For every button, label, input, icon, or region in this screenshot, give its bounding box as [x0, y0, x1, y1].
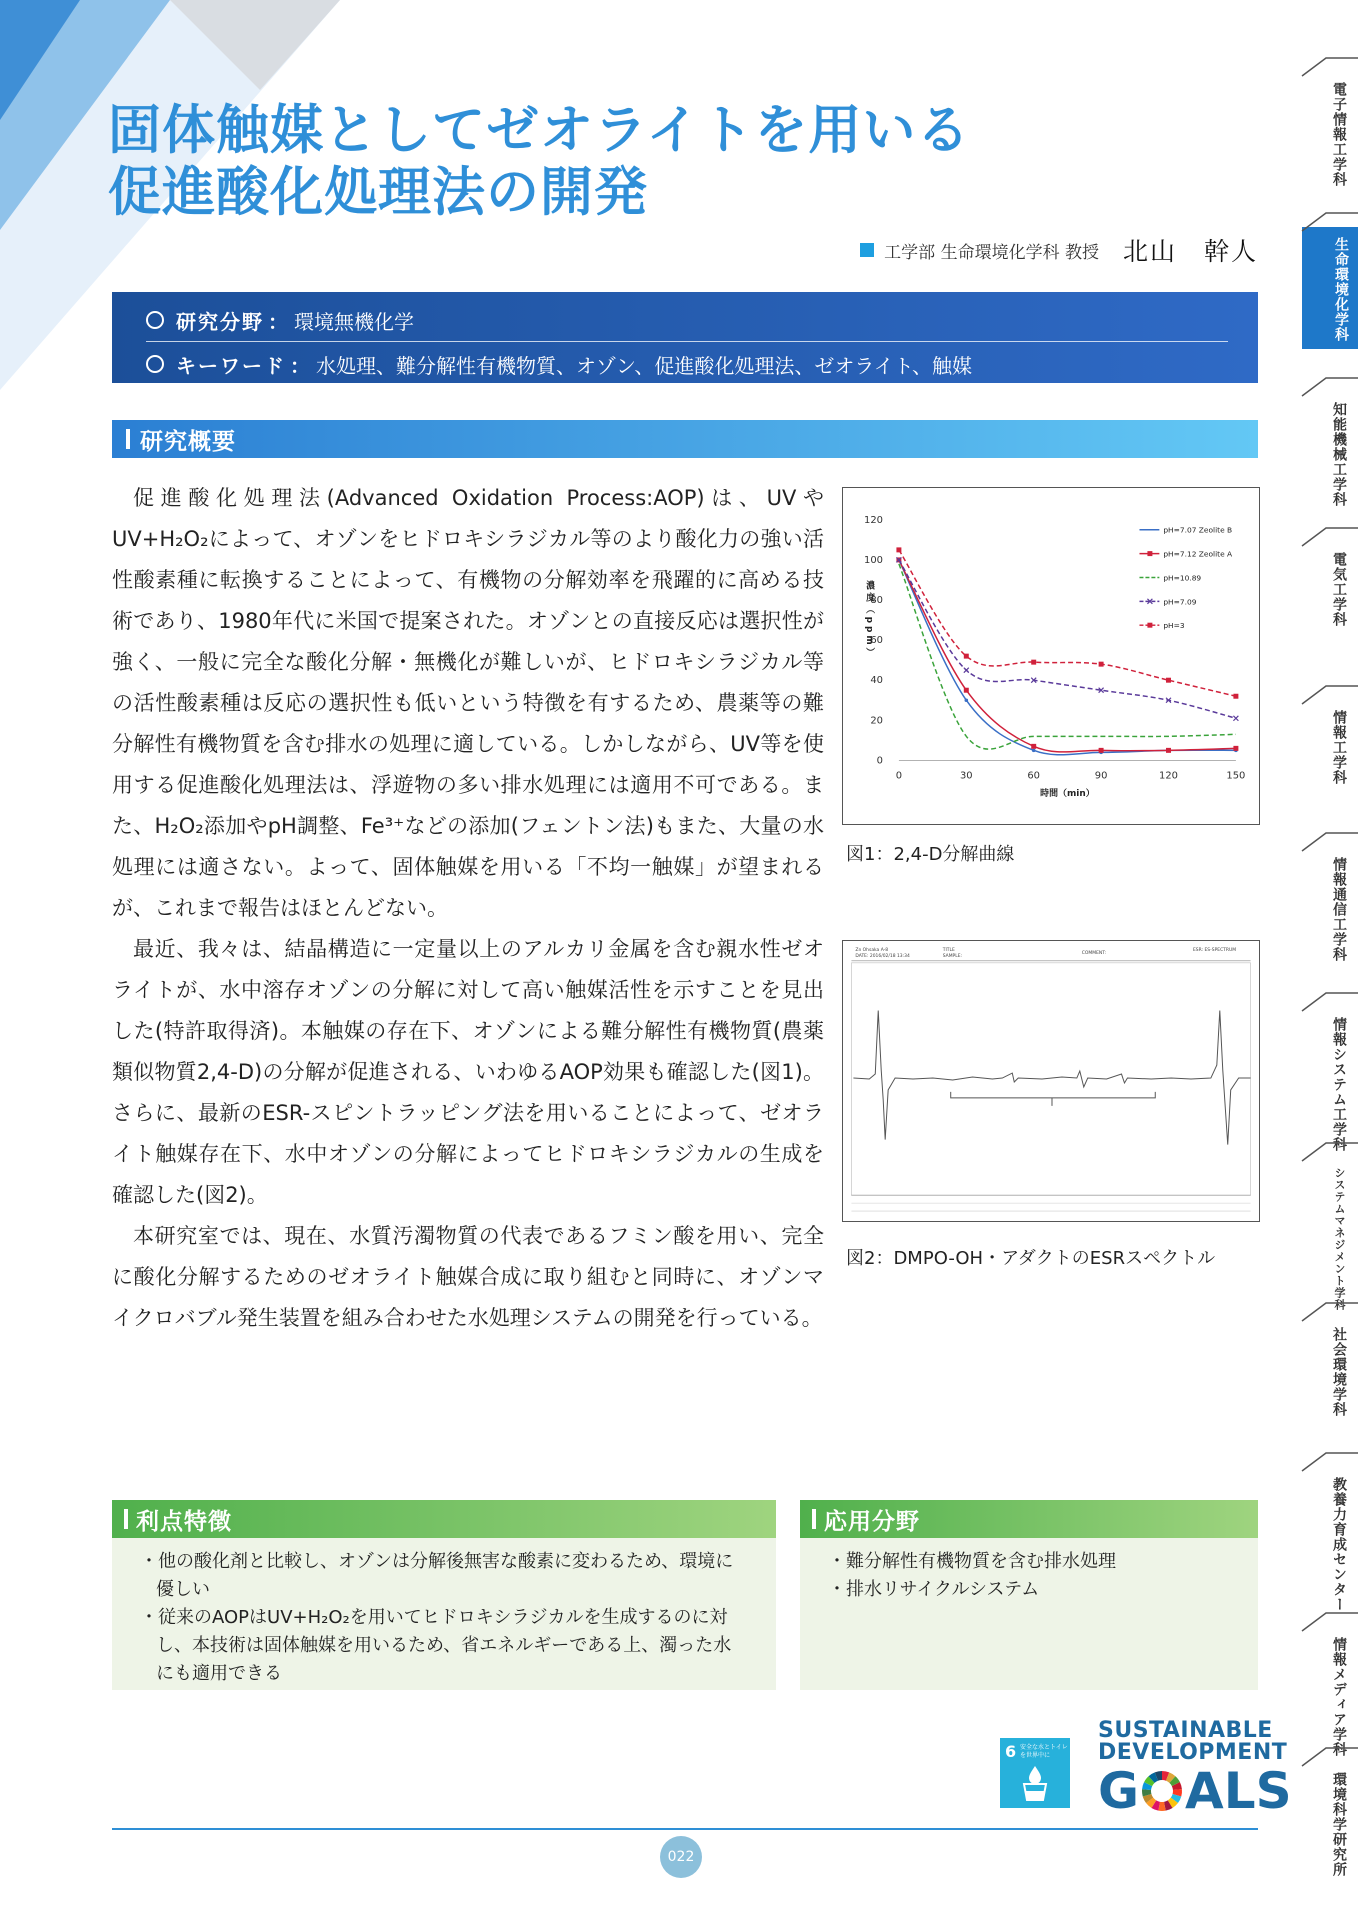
- department-tab-label: 知能機械工学科: [1331, 402, 1347, 507]
- x-tick-label: 150: [1226, 770, 1246, 782]
- page-number: 022: [660, 1836, 702, 1878]
- x-tick-label: 90: [1094, 770, 1108, 782]
- department-tab-label: 電子情報工学科: [1331, 82, 1347, 187]
- data-point: [1233, 746, 1238, 751]
- department-tab-label: 情報通信工学科: [1331, 857, 1347, 962]
- data-point: [896, 547, 901, 552]
- keyword-label: キーワード: [176, 353, 286, 378]
- sdg-goals-word: [1098, 1762, 1292, 1820]
- heading-tick-icon: [124, 1509, 128, 1529]
- advantages-heading-bar: [112, 1500, 776, 1538]
- author-line: [860, 232, 1258, 268]
- figure-1-caption: 図1：2,4-D分解曲線: [846, 844, 1015, 865]
- y-tick-label: 100: [864, 554, 883, 566]
- tab-divider-line: [1300, 829, 1358, 853]
- advantages-panel: [112, 1500, 776, 1690]
- sdg-goal-6-tile: [1000, 1738, 1070, 1808]
- y-tick-label: 0: [876, 755, 883, 767]
- legend-label: pH=7.07 Zeolite B: [1163, 525, 1233, 535]
- spectrum-bracket: [951, 1092, 1156, 1106]
- data-point: [1031, 660, 1036, 665]
- page-title: [108, 100, 970, 224]
- chart-background: [851, 496, 1251, 816]
- applications-list: [800, 1538, 1258, 1604]
- tab-divider-line: [1300, 54, 1358, 78]
- spectrum-trace: [853, 1011, 1250, 1145]
- research-field-row: [146, 302, 1228, 338]
- legend-label: pH=7.12 Zeolite A: [1163, 549, 1233, 559]
- applications-heading-bar: [800, 1500, 1258, 1538]
- department-tab-label: 情報システム工学科: [1331, 1017, 1347, 1152]
- data-point: [1233, 694, 1238, 699]
- list-item: ・他の酸化剤と比較し、オゾンは分解後無害な酸素に変わるため、環境に優しい: [140, 1551, 734, 1600]
- overview-body: [112, 478, 824, 1339]
- legend-label: pH=10.89: [1163, 573, 1202, 583]
- data-point: [1099, 748, 1104, 753]
- tab-divider-line: [1300, 1449, 1358, 1473]
- circle-bullet-icon: [146, 355, 164, 373]
- department-tab[interactable]: [1300, 1750, 1358, 1877]
- tab-divider-line: [1300, 1609, 1358, 1633]
- data-point: [964, 688, 969, 693]
- sdg-logo-line-1: SUSTAINABLE: [1098, 1718, 1273, 1743]
- square-bullet-icon: [860, 243, 874, 257]
- data-point: [1032, 749, 1036, 753]
- y-tick-label: 120: [864, 514, 883, 526]
- heading-tick-icon: [126, 429, 130, 449]
- sdg-logo-g: G: [1098, 1762, 1140, 1820]
- department-tab-label: 教養力育成センター: [1331, 1477, 1347, 1612]
- esr-spectrum-plot: [843, 941, 1259, 1221]
- tab-divider-line: [1300, 682, 1358, 706]
- figure-2-caption: 図2：DMPO-OH・アダクトのESRスペクトル: [846, 1248, 1216, 1269]
- department-tab[interactable]: [1300, 1455, 1358, 1612]
- list-item: ・排水リサイクルシステム: [828, 1579, 1040, 1600]
- tab-divider-line: [1300, 1139, 1358, 1163]
- label-separator: ：: [290, 353, 310, 378]
- department-tab-label: 社会環境学科: [1331, 1327, 1347, 1417]
- x-axis-label: 時間（min）: [1040, 789, 1095, 800]
- sdg-logo-line-2: DEVELOPMENT: [1098, 1740, 1288, 1765]
- department-tab[interactable]: [1300, 215, 1358, 345]
- data-point: [1031, 744, 1036, 749]
- info-divider: [146, 341, 1228, 342]
- label-separator: ：: [268, 309, 288, 334]
- data-point: [965, 698, 969, 702]
- spectrum-header-text: TITLE: [942, 947, 955, 953]
- spectrum-header-text: DATE: 2016/02/18 13:34: [855, 953, 910, 959]
- overview-heading: 研究概要: [140, 428, 236, 455]
- department-tab[interactable]: [1300, 380, 1358, 515]
- keyword-row: [146, 346, 1228, 382]
- research-field-value: 環境無機化学: [294, 309, 414, 334]
- advantages-list: [112, 1538, 776, 1688]
- sdg-logo-als: ALS: [1185, 1762, 1292, 1820]
- department-tab-label: システムマネジメント学科: [1333, 1167, 1346, 1311]
- applications-panel: [800, 1500, 1258, 1690]
- sdg-logo: [1098, 1718, 1292, 1820]
- department-tab-label: 情報工学科: [1331, 710, 1347, 785]
- list-item: ・従来のAOPはUV+H₂O₂を用いてヒドロキシラジカルを生成するのに対し、本技術は固体触媒を用いるため、省エネルギーである上、濁った水にも適用できる: [140, 1607, 732, 1684]
- department-tab[interactable]: [1300, 1615, 1358, 1757]
- decomposition-chart: [843, 488, 1259, 824]
- circle-bullet-icon: [146, 311, 164, 329]
- department-tab[interactable]: [1300, 688, 1358, 816]
- data-point: [964, 654, 969, 659]
- footer-rule: [112, 1828, 1258, 1830]
- y-tick-label: 60: [870, 635, 883, 647]
- data-point: [1099, 662, 1104, 667]
- y-tick-label: 20: [870, 715, 883, 727]
- heading-tick-icon: [812, 1509, 816, 1529]
- author-affiliation: 工学部 生命環境化学科 教授: [884, 242, 1099, 263]
- sdg-goal-number: 6: [1005, 1742, 1017, 1761]
- spectrum-header-text: ESR: ES-SPECTRUM: [1192, 947, 1237, 953]
- legend-label: pH=3: [1163, 621, 1185, 631]
- research-field-label: 研究分野: [176, 309, 264, 334]
- department-tab[interactable]: [1300, 1305, 1358, 1435]
- sdg-goal-text: 安全な水とトイレを世界中に: [1020, 1744, 1068, 1759]
- data-point: [1166, 748, 1171, 753]
- research-info-band: [112, 292, 1258, 383]
- title-line-1: 固体触媒としてゼオライトを用いる: [108, 100, 971, 161]
- x-tick-label: 0: [895, 770, 903, 782]
- legend-marker: [1147, 551, 1152, 556]
- department-tab[interactable]: [1300, 1145, 1358, 1311]
- department-tab-label: 生命環境化学科: [1333, 237, 1349, 342]
- author-name: 北山 幹人: [1122, 237, 1258, 266]
- keyword-value: 水処理、難分解性有機物質、オゾン、促進酸化処理法、ゼオライト、触媒: [316, 353, 972, 378]
- department-tab[interactable]: [1300, 995, 1358, 1152]
- legend-label: pH=7.09: [1163, 597, 1197, 607]
- list-item: ・難分解性有機物質を含む排水処理: [828, 1551, 1116, 1572]
- figure-1-chart: [842, 487, 1260, 825]
- applications-heading: 応用分野: [824, 1508, 920, 1535]
- spectrum-header-text: Zn Ohsaka A-8: [855, 947, 889, 953]
- tab-divider-line: [1300, 374, 1358, 398]
- tab-divider-line: [1300, 209, 1358, 233]
- tab-divider-line: [1300, 1744, 1358, 1768]
- tab-divider-line: [1300, 524, 1358, 548]
- tab-divider-line: [1300, 989, 1358, 1013]
- spectrum-header-text: COMMENT:: [1081, 950, 1106, 956]
- water-drop-glass-icon: [1020, 1764, 1050, 1802]
- spectrum-header-text: SAMPLE:: [942, 953, 963, 959]
- department-tab[interactable]: [1300, 530, 1358, 658]
- legend-marker: [1147, 623, 1152, 628]
- department-tab-label: 電気工学科: [1331, 552, 1347, 627]
- advantages-heading: 利点特徴: [136, 1508, 232, 1535]
- title-line-2: 促進酸化処理法の開発: [108, 162, 648, 223]
- y-tick-label: 40: [870, 675, 883, 687]
- overview-heading-bar: [112, 420, 1258, 458]
- x-tick-label: 120: [1159, 770, 1178, 782]
- x-tick-label: 30: [959, 770, 973, 782]
- overview-paragraph: 促進酸化処理法(Advanced Oxidation Process:AOP)は、UVやUV+H₂O₂によって、オゾンをヒドロキシラジカル等のより酸化力の強い活性酸素種に転換することによって、有機物の分解効率を飛躍的に高める技術であり、1980年代に米国で提案された。オゾンとの直接反応は選択性が強く、一般に完全な酸化分解・無機化が難しいが、ヒドロキシラジカル等の活性酸素種は反応の選択性も低いという特徴を有するため、農薬等の難分解性有機物質を含む排水の処理に適している。しかしながら、UV等を使用する促進酸化処理法は、浮遊物の多い排水処理には適用不可である。また、H₂O₂添加やpH調整、Fe³⁺などの添加(フェントン法)もまた、大量の水処理には適さない。よって、固体触媒を用いる「不均一触媒」が望まれるが、これまで報告はほとんどない。: [112, 486, 824, 920]
- tab-divider-line: [1300, 1299, 1358, 1323]
- y-tick-label: 80: [870, 594, 883, 606]
- department-tab-label: 環境科学研究所: [1331, 1772, 1347, 1877]
- data-point: [1166, 678, 1171, 683]
- department-tab[interactable]: [1300, 60, 1358, 190]
- overview-paragraph: 本研究室では、現在、水質汚濁物質の代表であるフミン酸を用い、完全に酸化分解するためのゼオライト触媒合成に取り組むと同時に、オゾンマイクロバブル発生装置を組み合わせた水処理システムの開発を行っている。: [112, 1224, 824, 1330]
- sdg-wheel-icon: [1140, 1769, 1184, 1813]
- department-tab[interactable]: [1300, 835, 1358, 973]
- x-tick-label: 60: [1027, 770, 1041, 782]
- y-axis-label: 濃度（ppm）: [864, 580, 875, 660]
- figure-2-spectrum: [842, 940, 1260, 1222]
- department-tab-label: 情報メディア学科: [1331, 1637, 1347, 1757]
- overview-paragraph: 最近、我々は、結晶構造に一定量以上のアルカリ金属を含む親水性ゼオライトが、水中溶存オゾンの分解に対して高い触媒活性を示すことを見出した(特許取得済)。本触媒の存在下、オゾンによる難分解性有機物質(農薬類似物質2,4-D)の分解が促進される、いわゆるAOP効果も確認した(図1)。さらに、最新のESR-スピントラッピング法を用いることによって、ゼオライト触媒存在下、水中オゾンの分解によってヒドロキシラジカルの生成を確認した(図2)。: [112, 937, 824, 1207]
